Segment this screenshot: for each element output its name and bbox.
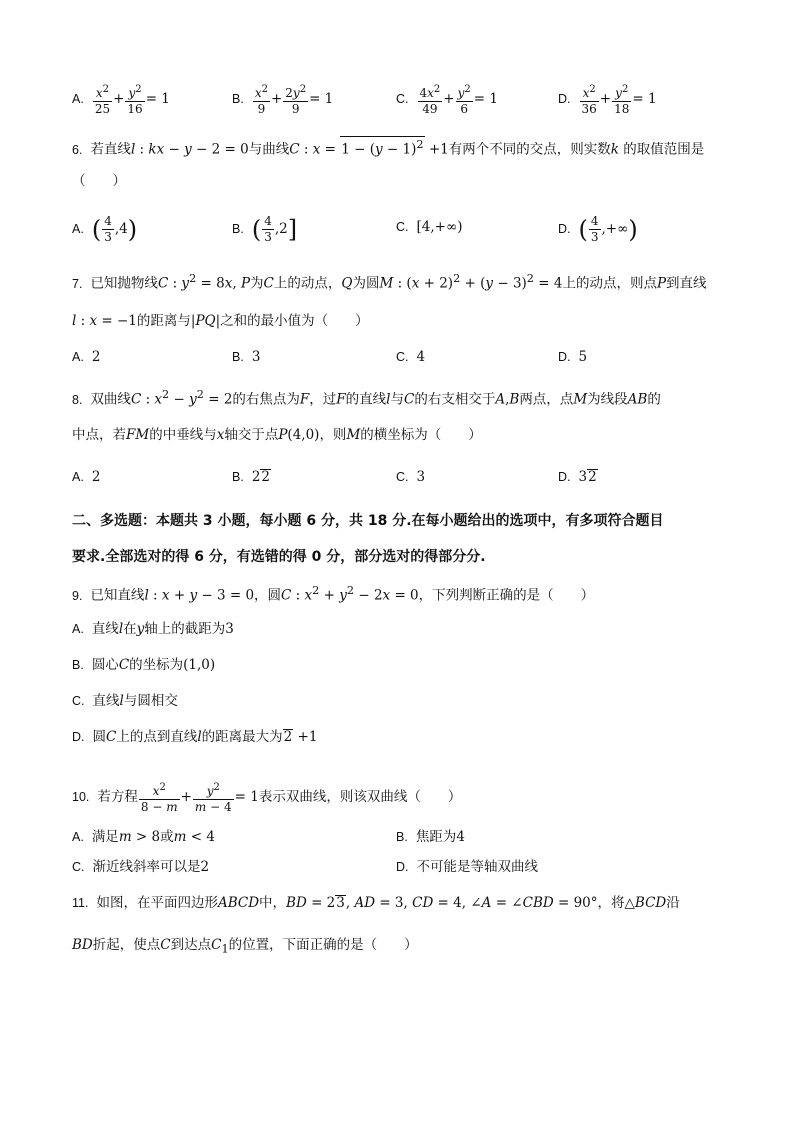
q9-option-a: A. 直线l在y轴上的截距为3 xyxy=(72,621,234,637)
q11-stem-line1: 11. 如图，在平面四边形ABCD中，BD = 23, AD = 3, CD = 4, ∠A = ∠CBD = 90°，将△BCD沿 xyxy=(72,895,680,911)
section2-heading-line1: 二、多选题：本题共 3 小题，每小题 6 分，共 18 分.在每小题给出的选项中，有多项符合题目 xyxy=(72,513,664,529)
q9-stem: 9. 已知直线l : x + y − 3 = 0，圆C : $x^2 + y^2 - 2x = 0$，下列判断正确的是（ ） xyxy=(72,584,595,604)
q8-stem-line1: 8. 双曲线C : $x^2 - y^2 = 2$的右焦点为F，过F的直线l与C的右支相交于A,B两点，点M为线段AB的 xyxy=(72,388,661,408)
q6-option-b: B. ( $\frac{4}{3}$ ,2] xyxy=(232,214,298,244)
q6-option-d: D. ( $\frac{4}{3}$ ,+∞) xyxy=(558,214,638,244)
q11-stem-line2: BD折起，使点C到达点$C_1$的位置，下面正确的是（ ） xyxy=(72,937,418,956)
q10-option-b: B. 焦距为4 xyxy=(396,829,465,845)
q5-option-d: D. $\frac{x^2}{36}$ + $\frac{y^2}{18}$ = 1 xyxy=(558,84,657,116)
q10-stem: 10. 若方程 $\frac{x^2}{8 - m}$ + $\frac{y^2}{m - 4}$ = 1表示双曲线，则该双曲线（ ） xyxy=(72,782,462,814)
q7-option-a: A. 2 xyxy=(72,349,101,365)
section2-heading-line2: 要求.全部选对的得 6 分，有选错的得 0 分，部分选对的得部分分. xyxy=(72,549,486,565)
q10-option-a: A. 满足m > 8或m < 4 xyxy=(72,829,215,845)
q7-option-d: D. 5 xyxy=(558,349,588,365)
q7-option-b: B. 3 xyxy=(232,349,261,365)
q7-stem-line2: l : x = −1的距离与|PQ|之和的最小值为（ ） xyxy=(72,313,369,329)
q9-option-c: C. 直线l与圆相交 xyxy=(72,693,178,709)
q10-option-c: C. 渐近线斜率可以是2 xyxy=(72,859,210,875)
q9-option-b: B. 圆心C的坐标为(1,0) xyxy=(72,657,216,673)
q7-option-c: C. 4 xyxy=(396,349,426,365)
q6-answer-paren: （ ） xyxy=(72,173,126,189)
q5-option-b: B. $\frac{x^2}{9}$ + $\frac{2y^2}{9}$ = 1 xyxy=(232,84,334,116)
q8-option-a: A. 2 xyxy=(72,469,101,485)
q8-option-d: D. 32 xyxy=(558,469,597,485)
q7-stem-line1: 7. 已知抛物线C : $y^2 = 8x$, P为C上的动点，Q为圆M : $(x + 2)^2 + (y - 3)^2 = 4$上的动点，则点P到直线 xyxy=(72,272,707,292)
q8-option-b: B. 22 xyxy=(232,469,270,485)
q6-stem: 6. 若直线l : kx − y − 2 = 0与曲线C : $x = 1 - (y - 1)^2 +1$有两个不同的交点，则实数k 的取值范围是 xyxy=(72,138,705,158)
q6-option-c: C. [4,+∞) xyxy=(396,219,463,235)
q10-option-d: D. 不可能是等轴双曲线 xyxy=(396,859,538,875)
q5-option-a: A. $\frac{x^2}{25}$ + $\frac{y^2}{16}$ = 1 xyxy=(72,84,170,116)
q5-option-c: C. $\frac{4x^2}{49}$ + $\frac{y^2}{6}$ = 1 xyxy=(396,84,498,116)
q6-option-a: A. ( $\frac{4}{3}$ ,4) xyxy=(72,214,138,244)
q8-stem-line2: 中点，若FM的中垂线与x轴交于点P(4,0)，则M的横坐标为（ ） xyxy=(72,427,482,443)
q9-option-d: D. 圆C上的点到直线l的距离最大为2 +1 xyxy=(72,729,318,745)
q8-option-c: C. 3 xyxy=(396,469,426,485)
